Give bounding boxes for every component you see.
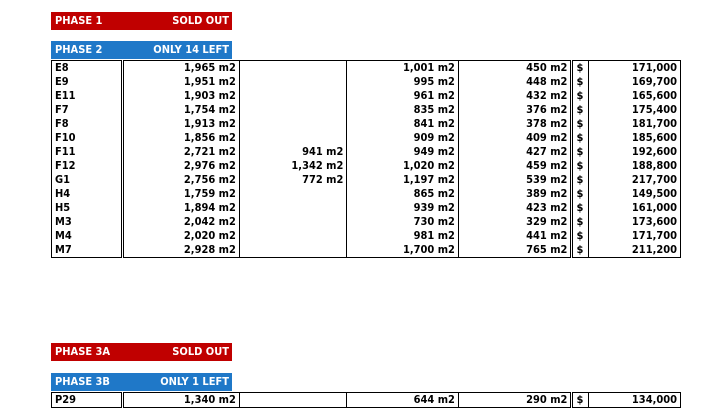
area-cell: 1,903 m2 bbox=[123, 89, 240, 103]
extra-area-cell bbox=[239, 215, 347, 229]
table-row bbox=[52, 173, 681, 187]
phase-3b-label: PHASE 3B bbox=[55, 375, 110, 388]
extra-area-cell bbox=[239, 393, 347, 408]
currency-cell: $ bbox=[572, 187, 588, 201]
extra-area-cell: 772 m2 bbox=[239, 173, 347, 187]
table-row bbox=[52, 103, 681, 117]
area-3-cell: 329 m2 bbox=[458, 215, 572, 229]
table-row bbox=[52, 117, 681, 131]
currency-cell: $ bbox=[572, 89, 588, 103]
phase-3a-status: SOLD OUT bbox=[172, 345, 229, 358]
extra-area-cell bbox=[239, 117, 347, 131]
table-row bbox=[52, 131, 681, 145]
table-row bbox=[52, 187, 681, 201]
price-cell: 173,600 bbox=[588, 215, 681, 229]
price-cell: 188,800 bbox=[588, 159, 681, 173]
area-3-cell: 432 m2 bbox=[458, 89, 572, 103]
currency-cell: $ bbox=[572, 103, 588, 117]
price-cell: 181,700 bbox=[588, 117, 681, 131]
area-2-cell: 1,001 m2 bbox=[347, 61, 459, 76]
phase-3a-label: PHASE 3A bbox=[55, 345, 111, 358]
phase-3b-table bbox=[51, 392, 681, 408]
area-3-cell: 459 m2 bbox=[458, 159, 572, 173]
area-cell: 1,951 m2 bbox=[123, 75, 240, 89]
area-3-cell: 409 m2 bbox=[458, 131, 572, 145]
area-cell: 1,754 m2 bbox=[123, 103, 240, 117]
area-cell: 1,894 m2 bbox=[123, 201, 240, 215]
currency-cell: $ bbox=[572, 173, 588, 187]
table-row bbox=[52, 215, 681, 229]
area-2-cell: 841 m2 bbox=[347, 117, 459, 131]
extra-area-cell bbox=[239, 61, 347, 76]
area-3-cell: 376 m2 bbox=[458, 103, 572, 117]
lot-cell: M4 bbox=[52, 229, 123, 243]
area-cell: 1,913 m2 bbox=[123, 117, 240, 131]
extra-area-cell bbox=[239, 201, 347, 215]
price-cell: 169,700 bbox=[588, 75, 681, 89]
extra-area-cell: 941 m2 bbox=[239, 145, 347, 159]
area-3-cell: 539 m2 bbox=[458, 173, 572, 187]
currency-cell: $ bbox=[572, 201, 588, 215]
currency-cell: $ bbox=[572, 215, 588, 229]
phase-2-banner bbox=[51, 41, 232, 59]
phase-2-status: ONLY 14 LEFT bbox=[153, 43, 229, 56]
area-2-cell: 1,020 m2 bbox=[347, 159, 459, 173]
phase-2-label: PHASE 2 bbox=[55, 43, 103, 56]
phase-1-label: PHASE 1 bbox=[55, 14, 103, 27]
currency-cell: $ bbox=[572, 243, 588, 258]
currency-cell: $ bbox=[572, 131, 588, 145]
price-cell: 171,700 bbox=[588, 229, 681, 243]
phase-3b-banner bbox=[51, 373, 232, 391]
area-2-cell: 949 m2 bbox=[347, 145, 459, 159]
extra-area-cell bbox=[239, 89, 347, 103]
area-2-cell: 939 m2 bbox=[347, 201, 459, 215]
lot-cell: E8 bbox=[52, 61, 123, 76]
lot-cell: E9 bbox=[52, 75, 123, 89]
table-row bbox=[52, 145, 681, 159]
lot-cell: M7 bbox=[52, 243, 123, 258]
area-cell: 1,340 m2 bbox=[123, 393, 240, 408]
area-3-cell: 450 m2 bbox=[458, 61, 572, 76]
area-cell: 2,928 m2 bbox=[123, 243, 240, 258]
area-cell: 1,856 m2 bbox=[123, 131, 240, 145]
extra-area-cell bbox=[239, 187, 347, 201]
price-cell: 211,200 bbox=[588, 243, 681, 258]
phase-2-table bbox=[51, 60, 681, 258]
table-row bbox=[52, 243, 681, 258]
area-3-cell: 389 m2 bbox=[458, 187, 572, 201]
lot-cell: F11 bbox=[52, 145, 123, 159]
price-cell: 134,000 bbox=[588, 393, 681, 408]
extra-area-cell bbox=[239, 75, 347, 89]
phase-3a-banner bbox=[51, 343, 232, 361]
area-cell: 2,042 m2 bbox=[123, 215, 240, 229]
currency-cell: $ bbox=[572, 61, 588, 76]
currency-cell: $ bbox=[572, 75, 588, 89]
area-2-cell: 995 m2 bbox=[347, 75, 459, 89]
area-3-cell: 378 m2 bbox=[458, 117, 572, 131]
phase-1-banner bbox=[51, 12, 232, 30]
extra-area-cell bbox=[239, 131, 347, 145]
area-cell: 2,020 m2 bbox=[123, 229, 240, 243]
area-2-cell: 909 m2 bbox=[347, 131, 459, 145]
area-3-cell: 290 m2 bbox=[458, 393, 572, 408]
area-3-cell: 765 m2 bbox=[458, 243, 572, 258]
area-cell: 1,759 m2 bbox=[123, 187, 240, 201]
table-row bbox=[52, 61, 681, 76]
extra-area-cell: 1,342 m2 bbox=[239, 159, 347, 173]
area-2-cell: 865 m2 bbox=[347, 187, 459, 201]
phase-3b-status: ONLY 1 LEFT bbox=[160, 375, 229, 388]
table-row bbox=[52, 229, 681, 243]
price-cell: 165,600 bbox=[588, 89, 681, 103]
lot-cell: M3 bbox=[52, 215, 123, 229]
area-3-cell: 448 m2 bbox=[458, 75, 572, 89]
lot-cell: F8 bbox=[52, 117, 123, 131]
area-2-cell: 644 m2 bbox=[347, 393, 459, 408]
extra-area-cell bbox=[239, 103, 347, 117]
area-2-cell: 1,197 m2 bbox=[347, 173, 459, 187]
table-row bbox=[52, 201, 681, 215]
price-cell: 171,000 bbox=[588, 61, 681, 76]
area-3-cell: 423 m2 bbox=[458, 201, 572, 215]
area-3-cell: 427 m2 bbox=[458, 145, 572, 159]
lot-cell: F7 bbox=[52, 103, 123, 117]
price-cell: 149,500 bbox=[588, 187, 681, 201]
lot-cell: F12 bbox=[52, 159, 123, 173]
area-2-cell: 981 m2 bbox=[347, 229, 459, 243]
price-cell: 175,400 bbox=[588, 103, 681, 117]
area-cell: 2,756 m2 bbox=[123, 173, 240, 187]
currency-cell: $ bbox=[572, 229, 588, 243]
price-cell: 161,000 bbox=[588, 201, 681, 215]
lot-cell: G1 bbox=[52, 173, 123, 187]
lot-cell: H5 bbox=[52, 201, 123, 215]
area-2-cell: 961 m2 bbox=[347, 89, 459, 103]
price-cell: 192,600 bbox=[588, 145, 681, 159]
currency-cell: $ bbox=[572, 159, 588, 173]
extra-area-cell bbox=[239, 243, 347, 258]
currency-cell: $ bbox=[572, 117, 588, 131]
price-cell: 217,700 bbox=[588, 173, 681, 187]
area-2-cell: 730 m2 bbox=[347, 215, 459, 229]
lot-cell: E11 bbox=[52, 89, 123, 103]
table-row bbox=[52, 393, 681, 408]
lot-cell: H4 bbox=[52, 187, 123, 201]
table-row bbox=[52, 89, 681, 103]
lot-cell: P29 bbox=[52, 393, 123, 408]
extra-area-cell bbox=[239, 229, 347, 243]
price-cell: 185,600 bbox=[588, 131, 681, 145]
phase-1-status: SOLD OUT bbox=[172, 14, 229, 27]
area-cell: 1,965 m2 bbox=[123, 61, 240, 76]
lot-cell: F10 bbox=[52, 131, 123, 145]
currency-cell: $ bbox=[572, 393, 588, 408]
area-2-cell: 835 m2 bbox=[347, 103, 459, 117]
area-cell: 2,976 m2 bbox=[123, 159, 240, 173]
currency-cell: $ bbox=[572, 145, 588, 159]
area-cell: 2,721 m2 bbox=[123, 145, 240, 159]
table-row bbox=[52, 75, 681, 89]
area-3-cell: 441 m2 bbox=[458, 229, 572, 243]
area-2-cell: 1,700 m2 bbox=[347, 243, 459, 258]
table-row bbox=[52, 159, 681, 173]
